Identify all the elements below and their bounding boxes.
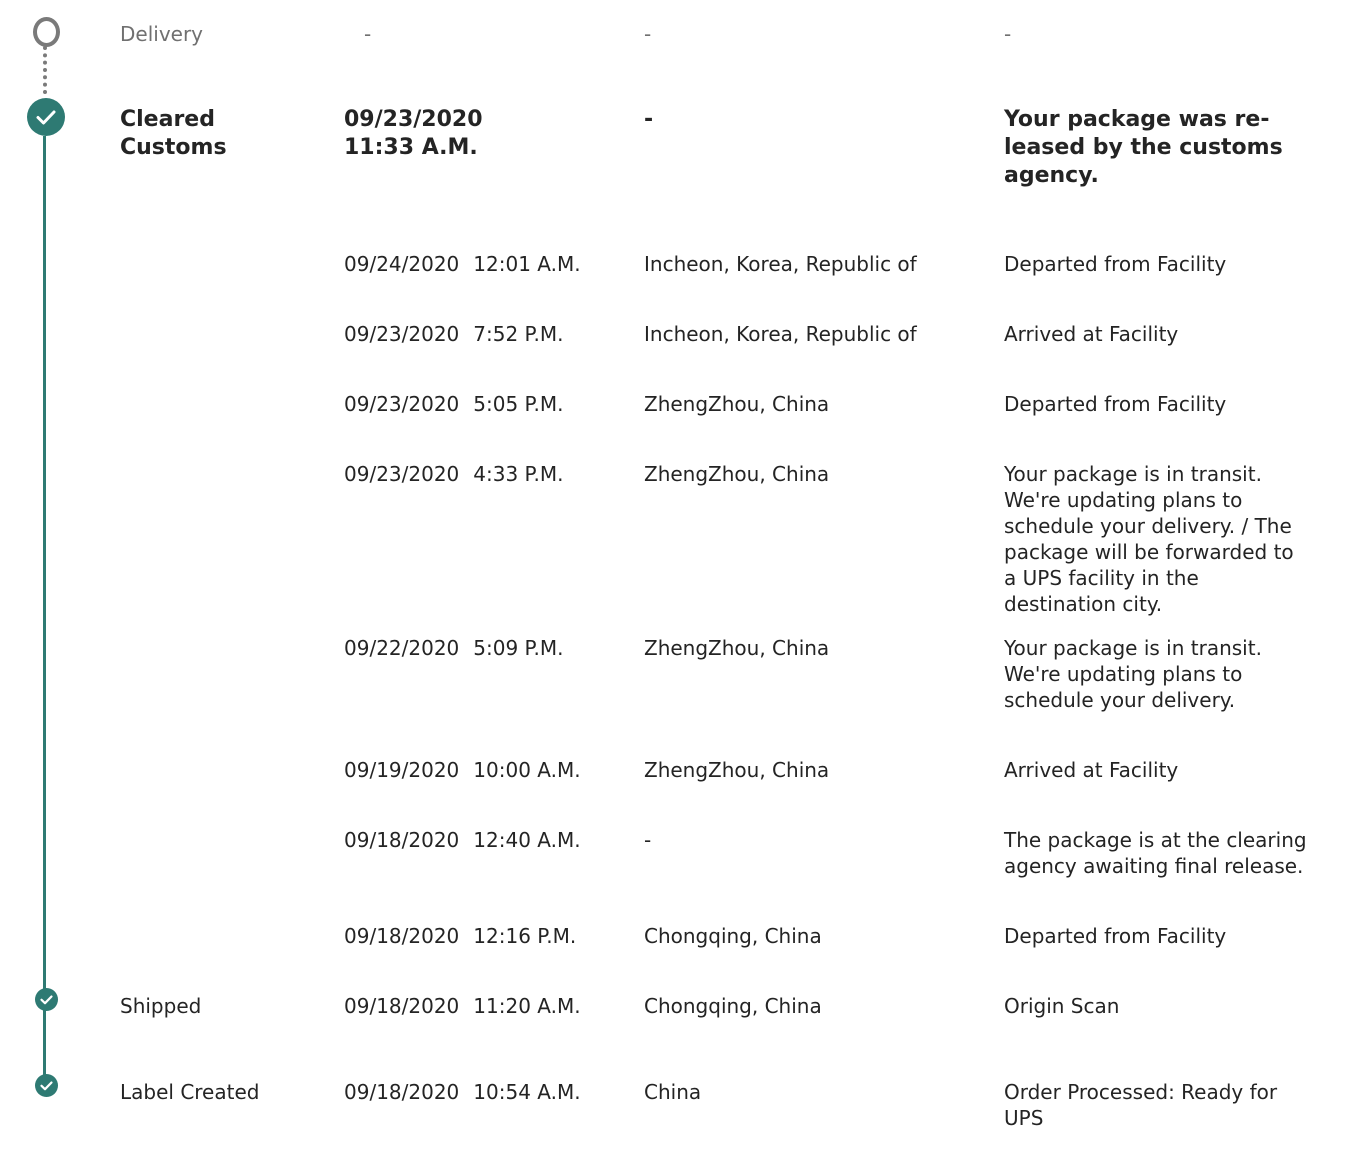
event-date: 09/18/2020 (344, 924, 460, 948)
event-datetime (344, 1079, 634, 1105)
event-time: 4:33 P.M. (473, 462, 564, 486)
event-date: 09/19/2020 (344, 758, 460, 782)
event-time: 12:40 A.M. (473, 828, 581, 852)
event-location: ZhengZhou, China (644, 758, 830, 782)
event-datetime (344, 321, 634, 347)
event-date: 09/23/2020 (344, 322, 460, 346)
milestone-location: - (644, 107, 654, 132)
event-time: 11:20 A.M. (473, 994, 581, 1018)
event-datetime (344, 827, 634, 853)
event-time: 12:01 A.M. (473, 252, 581, 276)
milestone-date: - (364, 22, 372, 46)
event-datetime (344, 993, 634, 1019)
event-datetime (344, 391, 634, 417)
event-time: 5:09 P.M. (473, 636, 564, 660)
event-time: 10:54 A.M. (473, 1080, 581, 1104)
event-date: 09/18/2020 (344, 1080, 460, 1104)
checkmark-icon (35, 1074, 58, 1097)
event-time: 5:05 P.M. (473, 392, 564, 416)
milestone-label: Cleared Customs (120, 107, 227, 160)
event-activity: Origin Scan (1004, 994, 1120, 1018)
event-activity: Arrived at Facility (1004, 322, 1179, 346)
event-location: - (644, 828, 652, 852)
milestone-activity: Your package was re- leased by the customs agency. (1004, 107, 1283, 188)
event-location: ZhengZhou, China (644, 636, 830, 660)
milestone-time: 11:33 A.M. (344, 135, 478, 160)
milestone-label: Shipped (120, 994, 202, 1018)
event-datetime (344, 923, 634, 949)
event-date: 09/22/2020 (344, 636, 460, 660)
milestone-label: Label Created (120, 1080, 260, 1104)
event-date: 09/24/2020 (344, 252, 460, 276)
event-activity: Arrived at Facility (1004, 758, 1179, 782)
event-activity: Departed from Facility (1004, 252, 1227, 276)
event-activity: The package is at the clearing agency awaiting final release. (1004, 828, 1307, 878)
milestone-datetime (344, 106, 634, 162)
event-location: Chongqing, China (644, 924, 822, 948)
event-activity: Your package is in transit. We're updating plans to schedule your delivery. (1004, 636, 1262, 712)
open-circle-icon (33, 17, 60, 47)
event-time: 12:16 P.M. (473, 924, 577, 948)
event-activity: Order Processed: Ready for UPS (1004, 1080, 1278, 1130)
event-activity: Departed from Facility (1004, 392, 1227, 416)
timeline-pending-connector (43, 46, 47, 94)
milestone-label: Delivery (120, 22, 204, 46)
event-location: ZhengZhou, China (644, 392, 830, 416)
event-datetime (344, 635, 634, 661)
event-datetime (344, 757, 634, 783)
event-time: 10:00 A.M. (473, 758, 581, 782)
milestone-activity: - (1004, 22, 1012, 46)
event-location: ZhengZhou, China (644, 462, 830, 486)
milestone-date: 09/23/2020 (344, 107, 483, 132)
event-location: China (644, 1080, 702, 1104)
event-activity: Departed from Facility (1004, 924, 1227, 948)
event-date: 09/23/2020 (344, 392, 460, 416)
event-datetime (344, 251, 634, 277)
event-date: 09/23/2020 (344, 462, 460, 486)
event-time: 7:52 P.M. (473, 322, 564, 346)
milestone-location: - (644, 22, 652, 46)
event-datetime (344, 461, 634, 487)
checkmark-icon (27, 98, 65, 136)
event-date: 09/18/2020 (344, 994, 460, 1018)
event-location: Incheon, Korea, Republic of (644, 322, 917, 346)
event-location: Incheon, Korea, Republic of (644, 252, 917, 276)
event-location: Chongqing, China (644, 994, 822, 1018)
timeline-complete-connector (43, 136, 46, 1086)
event-activity: Your package is in transit. We're updating plans to schedule your delivery. / The package will be forwarded to a UPS facility in the destination city. (1004, 462, 1294, 616)
event-date: 09/18/2020 (344, 828, 460, 852)
checkmark-icon (35, 988, 58, 1011)
